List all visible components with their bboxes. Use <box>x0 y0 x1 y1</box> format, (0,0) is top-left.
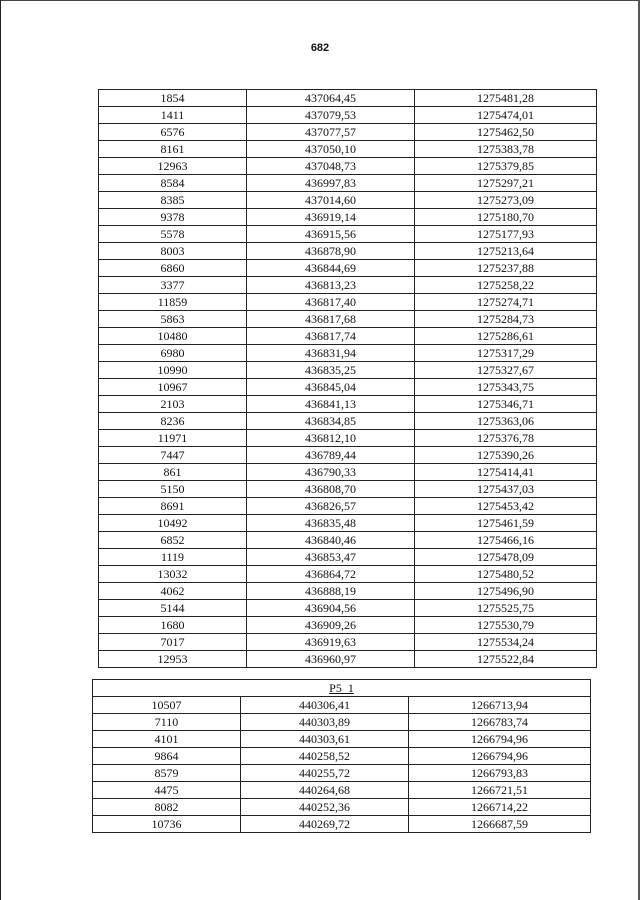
y-coordinate-cell: 1275414,41 <box>415 464 597 481</box>
y-coordinate-cell: 1275461,59 <box>415 515 597 532</box>
point-number-cell: 4475 <box>93 782 241 799</box>
y-coordinate-cell: 1275534,24 <box>415 634 597 651</box>
point-number-cell: 8385 <box>99 192 247 209</box>
table-row <box>93 697 591 714</box>
table-row <box>99 396 597 413</box>
table-row <box>99 328 597 345</box>
table-row <box>99 226 597 243</box>
point-number-cell: 10480 <box>99 328 247 345</box>
x-coordinate-cell: 436845,04 <box>247 379 415 396</box>
table-row <box>99 430 597 447</box>
x-coordinate-cell: 440258,52 <box>241 748 409 765</box>
point-number-cell: 13032 <box>99 566 247 583</box>
x-coordinate-cell: 436817,68 <box>247 311 415 328</box>
table-row <box>99 260 597 277</box>
y-coordinate-cell: 1275480,52 <box>415 566 597 583</box>
x-coordinate-cell: 437079,53 <box>247 107 415 124</box>
table-row <box>99 464 597 481</box>
y-coordinate-cell: 1275453,42 <box>415 498 597 515</box>
y-coordinate-cell: 1275258,22 <box>415 277 597 294</box>
table-row <box>99 532 597 549</box>
point-number-cell: 6980 <box>99 345 247 362</box>
point-number-cell: 8003 <box>99 243 247 260</box>
y-coordinate-cell: 1275317,29 <box>415 345 597 362</box>
y-coordinate-cell: 1275437,03 <box>415 481 597 498</box>
x-coordinate-cell: 436960,97 <box>247 651 415 668</box>
x-coordinate-cell: 436919,14 <box>247 209 415 226</box>
x-coordinate-cell: 436834,85 <box>247 413 415 430</box>
point-number-cell: 5144 <box>99 600 247 617</box>
x-coordinate-cell: 436831,94 <box>247 345 415 362</box>
point-number-cell: 6860 <box>99 260 247 277</box>
table-row <box>99 209 597 226</box>
point-number-cell: 1411 <box>99 107 247 124</box>
y-coordinate-cell: 1275343,75 <box>415 379 597 396</box>
table-row <box>99 413 597 430</box>
point-number-cell: 7017 <box>99 634 247 651</box>
y-coordinate-cell: 1275466,16 <box>415 532 597 549</box>
table-row <box>99 345 597 362</box>
y-coordinate-cell: 1275376,78 <box>415 430 597 447</box>
y-coordinate-cell: 1275284,73 <box>415 311 597 328</box>
y-coordinate-cell: 1266721,51 <box>409 782 591 799</box>
y-coordinate-cell: 1275478,09 <box>415 549 597 566</box>
point-number-cell: 8082 <box>93 799 241 816</box>
x-coordinate-cell: 436817,74 <box>247 328 415 345</box>
point-number-cell: 7447 <box>99 447 247 464</box>
y-coordinate-cell: 1275297,21 <box>415 175 597 192</box>
x-coordinate-cell: 436826,57 <box>247 498 415 515</box>
x-coordinate-cell: 436915,56 <box>247 226 415 243</box>
point-number-cell: 7110 <box>93 714 241 731</box>
x-coordinate-cell: 436817,40 <box>247 294 415 311</box>
table-row <box>93 731 591 748</box>
table-row <box>99 243 597 260</box>
y-coordinate-cell: 1275530,79 <box>415 617 597 634</box>
y-coordinate-cell: 1275286,61 <box>415 328 597 345</box>
table-row <box>93 799 591 816</box>
section-label: P5_1 <box>329 680 354 695</box>
table-row <box>99 651 597 668</box>
section-header-cell <box>93 680 591 697</box>
x-coordinate-cell: 436835,48 <box>247 515 415 532</box>
point-number-cell: 4062 <box>99 583 247 600</box>
point-number-cell: 8584 <box>99 175 247 192</box>
table-row <box>99 634 597 651</box>
point-number-cell: 11971 <box>99 430 247 447</box>
table-row <box>99 175 597 192</box>
table-row <box>93 816 591 833</box>
table-row <box>99 90 597 107</box>
x-coordinate-cell: 436888,19 <box>247 583 415 600</box>
y-coordinate-cell: 1275481,28 <box>415 90 597 107</box>
point-number-cell: 10967 <box>99 379 247 396</box>
coordinates-table-body <box>99 90 597 668</box>
x-coordinate-cell: 436835,25 <box>247 362 415 379</box>
coordinates-table-section <box>92 679 591 833</box>
x-coordinate-cell: 440252,36 <box>241 799 409 816</box>
coordinates-table <box>98 89 597 668</box>
y-coordinate-cell: 1275273,09 <box>415 192 597 209</box>
x-coordinate-cell: 440269,72 <box>241 816 409 833</box>
point-number-cell: 10736 <box>93 816 241 833</box>
table-row <box>99 311 597 328</box>
y-coordinate-cell: 1275363,06 <box>415 413 597 430</box>
point-number-cell: 4101 <box>93 731 241 748</box>
point-number-cell: 3377 <box>99 277 247 294</box>
y-coordinate-cell: 1266783,74 <box>409 714 591 731</box>
table-row <box>93 714 591 731</box>
page-number: 682 <box>310 42 330 54</box>
point-number-cell: 10507 <box>93 697 241 714</box>
y-coordinate-cell: 1275177,93 <box>415 226 597 243</box>
point-number-cell: 10990 <box>99 362 247 379</box>
x-coordinate-cell: 436864,72 <box>247 566 415 583</box>
x-coordinate-cell: 437050,10 <box>247 141 415 158</box>
x-coordinate-cell: 440255,72 <box>241 765 409 782</box>
point-number-cell: 9378 <box>99 209 247 226</box>
x-coordinate-cell: 436904,56 <box>247 600 415 617</box>
point-number-cell: 6576 <box>99 124 247 141</box>
y-coordinate-cell: 1275237,88 <box>415 260 597 277</box>
x-coordinate-cell: 436840,46 <box>247 532 415 549</box>
point-number-cell: 9864 <box>93 748 241 765</box>
y-coordinate-cell: 1275525,75 <box>415 600 597 617</box>
point-number-cell: 8161 <box>99 141 247 158</box>
y-coordinate-cell: 1275379,85 <box>415 158 597 175</box>
x-coordinate-cell: 436813,23 <box>247 277 415 294</box>
x-coordinate-cell: 436878,90 <box>247 243 415 260</box>
x-coordinate-cell: 437014,60 <box>247 192 415 209</box>
table-row <box>99 498 597 515</box>
table-row <box>93 782 591 799</box>
x-coordinate-cell: 436844,69 <box>247 260 415 277</box>
table-row <box>99 294 597 311</box>
point-number-cell: 6852 <box>99 532 247 549</box>
point-number-cell: 11859 <box>99 294 247 311</box>
point-number-cell: 12963 <box>99 158 247 175</box>
section-header-row <box>93 680 591 697</box>
y-coordinate-cell: 1275522,84 <box>415 651 597 668</box>
point-number-cell: 12953 <box>99 651 247 668</box>
table-row <box>99 617 597 634</box>
x-coordinate-cell: 440303,61 <box>241 731 409 748</box>
y-coordinate-cell: 1275213,64 <box>415 243 597 260</box>
table-row <box>99 362 597 379</box>
section-table-body <box>93 680 591 833</box>
y-coordinate-cell: 1275390,26 <box>415 447 597 464</box>
point-number-cell: 5863 <box>99 311 247 328</box>
table-row <box>99 379 597 396</box>
y-coordinate-cell: 1275180,70 <box>415 209 597 226</box>
table-row <box>99 124 597 141</box>
point-number-cell: 1680 <box>99 617 247 634</box>
table-row <box>93 765 591 782</box>
y-coordinate-cell: 1266793,83 <box>409 765 591 782</box>
x-coordinate-cell: 437064,45 <box>247 90 415 107</box>
y-coordinate-cell: 1275346,71 <box>415 396 597 413</box>
point-number-cell: 5578 <box>99 226 247 243</box>
x-coordinate-cell: 436909,26 <box>247 617 415 634</box>
table-row <box>99 549 597 566</box>
x-coordinate-cell: 437048,73 <box>247 158 415 175</box>
y-coordinate-cell: 1275327,67 <box>415 362 597 379</box>
y-coordinate-cell: 1266794,96 <box>409 748 591 765</box>
point-number-cell: 10492 <box>99 515 247 532</box>
x-coordinate-cell: 436789,44 <box>247 447 415 464</box>
point-number-cell: 2103 <box>99 396 247 413</box>
page-edge-left <box>0 0 1 900</box>
table-row <box>99 583 597 600</box>
x-coordinate-cell: 436808,70 <box>247 481 415 498</box>
table-row <box>99 277 597 294</box>
point-number-cell: 5150 <box>99 481 247 498</box>
x-coordinate-cell: 440303,89 <box>241 714 409 731</box>
point-number-cell: 1854 <box>99 90 247 107</box>
x-coordinate-cell: 436841,13 <box>247 396 415 413</box>
y-coordinate-cell: 1275274,71 <box>415 294 597 311</box>
table-row <box>99 447 597 464</box>
table-row <box>99 600 597 617</box>
y-coordinate-cell: 1266687,59 <box>409 816 591 833</box>
table-row <box>99 107 597 124</box>
x-coordinate-cell: 436997,83 <box>247 175 415 192</box>
table-row <box>99 566 597 583</box>
x-coordinate-cell: 437077,57 <box>247 124 415 141</box>
y-coordinate-cell: 1266714,22 <box>409 799 591 816</box>
table-row <box>99 192 597 209</box>
table-row <box>99 158 597 175</box>
x-coordinate-cell: 436790,33 <box>247 464 415 481</box>
x-coordinate-cell: 436853,47 <box>247 549 415 566</box>
y-coordinate-cell: 1275496,90 <box>415 583 597 600</box>
x-coordinate-cell: 436812,10 <box>247 430 415 447</box>
page-edge-top <box>0 0 640 1</box>
table-row <box>99 481 597 498</box>
point-number-cell: 8691 <box>99 498 247 515</box>
x-coordinate-cell: 440306,41 <box>241 697 409 714</box>
table-row <box>93 748 591 765</box>
point-number-cell: 861 <box>99 464 247 481</box>
point-number-cell: 8236 <box>99 413 247 430</box>
table-row <box>99 515 597 532</box>
y-coordinate-cell: 1266713,94 <box>409 697 591 714</box>
x-coordinate-cell: 436919,63 <box>247 634 415 651</box>
y-coordinate-cell: 1275383,78 <box>415 141 597 158</box>
y-coordinate-cell: 1266794,96 <box>409 731 591 748</box>
x-coordinate-cell: 440264,68 <box>241 782 409 799</box>
table-row <box>99 141 597 158</box>
y-coordinate-cell: 1275462,50 <box>415 124 597 141</box>
point-number-cell: 8579 <box>93 765 241 782</box>
y-coordinate-cell: 1275474,01 <box>415 107 597 124</box>
point-number-cell: 1119 <box>99 549 247 566</box>
